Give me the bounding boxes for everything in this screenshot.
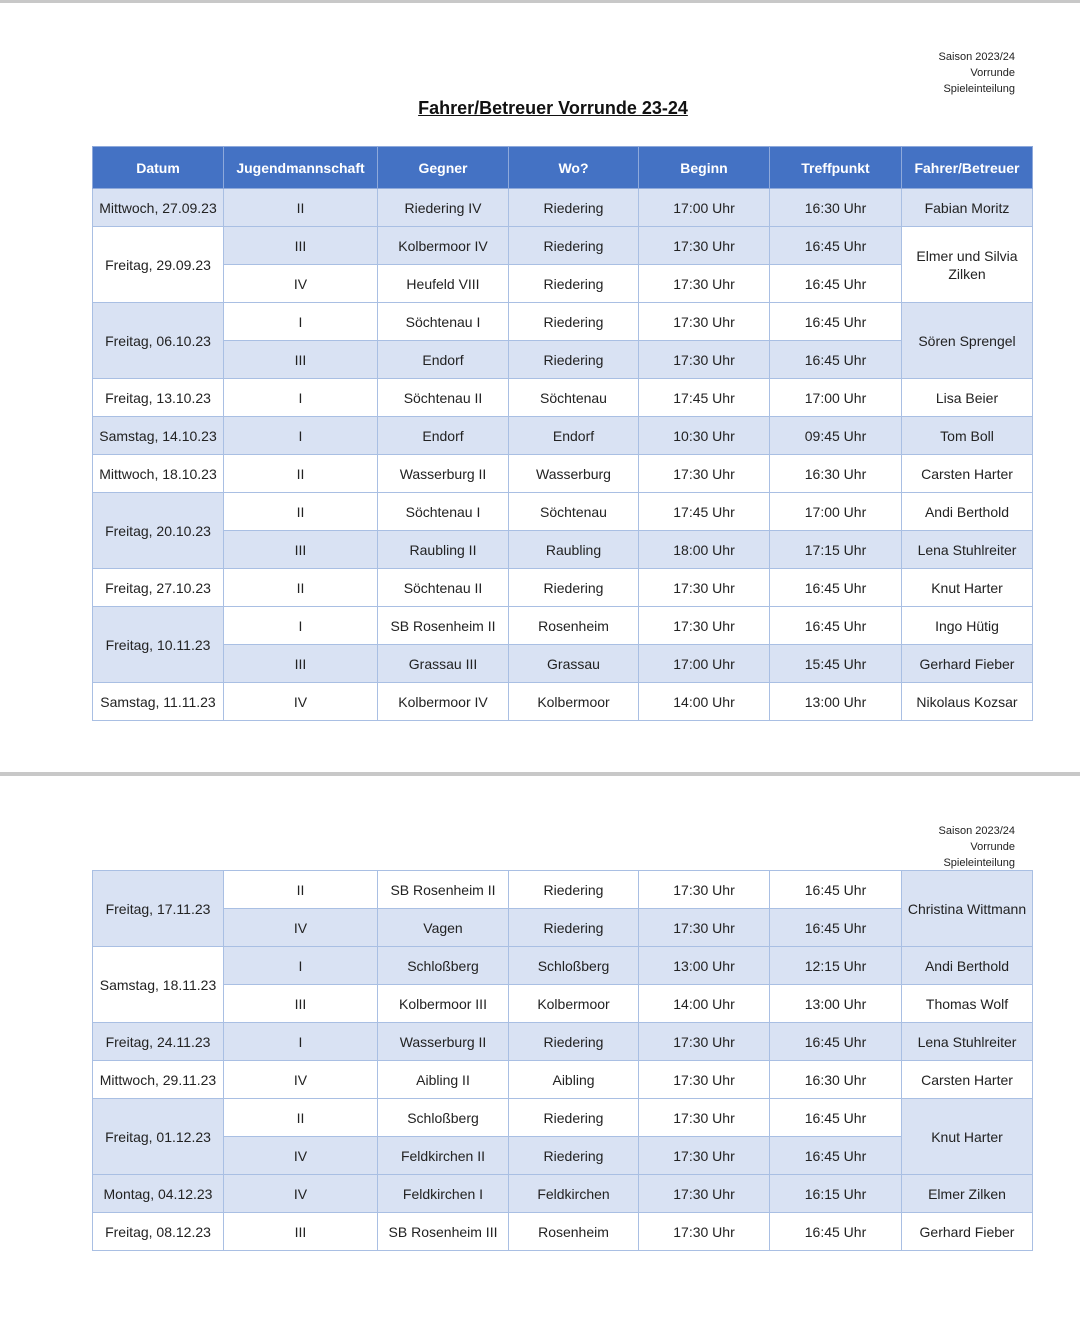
driver-cell: Gerhard Fieber bbox=[902, 1213, 1033, 1251]
team-cell: IV bbox=[224, 909, 378, 947]
team-cell: IV bbox=[224, 683, 378, 721]
table-row bbox=[93, 227, 1033, 265]
opponent-cell: Kolbermoor IV bbox=[378, 227, 509, 265]
team-cell: I bbox=[224, 379, 378, 417]
meeting-time-cell: 16:45 Uhr bbox=[770, 569, 902, 607]
page2-header-meta bbox=[815, 823, 1015, 871]
start-time-cell: 17:30 Uhr bbox=[639, 1137, 770, 1175]
meeting-time-cell: 13:00 Uhr bbox=[770, 985, 902, 1023]
opponent-cell: Feldkirchen II bbox=[378, 1137, 509, 1175]
opponent-cell: Söchtenau II bbox=[378, 379, 509, 417]
location-cell: Riedering bbox=[509, 265, 639, 303]
start-time-cell: 17:45 Uhr bbox=[639, 493, 770, 531]
location-cell: Kolbermoor bbox=[509, 985, 639, 1023]
date-cell: Freitag, 20.10.23 bbox=[93, 493, 224, 569]
schedule-body-page1 bbox=[93, 189, 1033, 721]
location-cell: Feldkirchen bbox=[509, 1175, 639, 1213]
driver-cell: Knut Harter bbox=[902, 569, 1033, 607]
opponent-cell: Endorf bbox=[378, 341, 509, 379]
opponent-cell: Kolbermoor IV bbox=[378, 683, 509, 721]
start-time-cell: 17:30 Uhr bbox=[639, 871, 770, 909]
page1-header-meta bbox=[815, 49, 1015, 97]
opponent-cell: Söchtenau II bbox=[378, 569, 509, 607]
col-header-datum: Datum bbox=[93, 147, 224, 189]
schedule-table-page2 bbox=[92, 870, 1033, 1251]
meeting-time-cell: 16:45 Uhr bbox=[770, 1213, 902, 1251]
date-cell: Freitag, 29.09.23 bbox=[93, 227, 224, 303]
start-time-cell: 17:30 Uhr bbox=[639, 265, 770, 303]
meeting-time-cell: 16:45 Uhr bbox=[770, 871, 902, 909]
opponent-cell: Riedering IV bbox=[378, 189, 509, 227]
location-cell: Söchtenau bbox=[509, 493, 639, 531]
location-cell: Schloßberg bbox=[509, 947, 639, 985]
location-cell: Riedering bbox=[509, 341, 639, 379]
schedule-body-page2 bbox=[93, 871, 1033, 1251]
team-cell: III bbox=[224, 645, 378, 683]
location-cell: Endorf bbox=[509, 417, 639, 455]
table-row bbox=[93, 1137, 1033, 1175]
table-row bbox=[93, 265, 1033, 303]
driver-cell: Lena Stuhlreiter bbox=[902, 1023, 1033, 1061]
driver-cell: Elmer und Silvia Zilken bbox=[902, 227, 1033, 303]
col-header-wo: Wo? bbox=[509, 147, 639, 189]
meeting-time-cell: 16:45 Uhr bbox=[770, 303, 902, 341]
driver-cell: Andi Berthold bbox=[902, 947, 1033, 985]
season-label: Saison 2023/24 bbox=[938, 825, 1015, 837]
date-cell: Mittwoch, 18.10.23 bbox=[93, 455, 224, 493]
table-row bbox=[93, 379, 1033, 417]
table-row bbox=[93, 569, 1033, 607]
driver-cell: Lena Stuhlreiter bbox=[902, 531, 1033, 569]
table-row bbox=[93, 531, 1033, 569]
col-header-gegner: Gegner bbox=[378, 147, 509, 189]
driver-cell: Thomas Wolf bbox=[902, 985, 1033, 1023]
driver-cell: Lisa Beier bbox=[902, 379, 1033, 417]
table-header-row bbox=[93, 147, 1033, 189]
opponent-cell: Grassau III bbox=[378, 645, 509, 683]
start-time-cell: 17:45 Uhr bbox=[639, 379, 770, 417]
start-time-cell: 14:00 Uhr bbox=[639, 985, 770, 1023]
opponent-cell: Schloßberg bbox=[378, 1099, 509, 1137]
driver-cell: Nikolaus Kozsar bbox=[902, 683, 1033, 721]
meeting-time-cell: 16:45 Uhr bbox=[770, 909, 902, 947]
team-cell: I bbox=[224, 947, 378, 985]
table-row bbox=[93, 985, 1033, 1023]
team-cell: II bbox=[224, 493, 378, 531]
opponent-cell: Heufeld VIII bbox=[378, 265, 509, 303]
start-time-cell: 17:30 Uhr bbox=[639, 303, 770, 341]
meeting-time-cell: 13:00 Uhr bbox=[770, 683, 902, 721]
date-cell: Mittwoch, 27.09.23 bbox=[93, 189, 224, 227]
location-cell: Kolbermoor bbox=[509, 683, 639, 721]
opponent-cell: SB Rosenheim II bbox=[378, 871, 509, 909]
opponent-cell: Söchtenau I bbox=[378, 493, 509, 531]
table-row bbox=[93, 1061, 1033, 1099]
table-row bbox=[93, 1023, 1033, 1061]
start-time-cell: 17:00 Uhr bbox=[639, 645, 770, 683]
location-cell: Riedering bbox=[509, 871, 639, 909]
meeting-time-cell: 15:45 Uhr bbox=[770, 645, 902, 683]
page-top-rule bbox=[0, 0, 1080, 3]
team-cell: I bbox=[224, 1023, 378, 1061]
date-cell: Freitag, 17.11.23 bbox=[93, 871, 224, 947]
start-time-cell: 17:30 Uhr bbox=[639, 1175, 770, 1213]
team-cell: I bbox=[224, 607, 378, 645]
start-time-cell: 17:30 Uhr bbox=[639, 1099, 770, 1137]
location-cell: Raubling bbox=[509, 531, 639, 569]
team-cell: IV bbox=[224, 1137, 378, 1175]
opponent-cell: Raubling II bbox=[378, 531, 509, 569]
team-cell: III bbox=[224, 341, 378, 379]
table-row bbox=[93, 607, 1033, 645]
col-header-treffpunkt: Treffpunkt bbox=[770, 147, 902, 189]
location-cell: Riedering bbox=[509, 569, 639, 607]
season-label: Saison 2023/24 bbox=[938, 51, 1015, 63]
team-cell: III bbox=[224, 531, 378, 569]
location-cell: Riedering bbox=[509, 1137, 639, 1175]
schedule-label: Spieleinteilung bbox=[943, 857, 1015, 869]
driver-cell: Knut Harter bbox=[902, 1099, 1033, 1175]
meeting-time-cell: 16:45 Uhr bbox=[770, 341, 902, 379]
driver-cell: Gerhard Fieber bbox=[902, 645, 1033, 683]
meeting-time-cell: 16:45 Uhr bbox=[770, 227, 902, 265]
driver-cell: Fabian Moritz bbox=[902, 189, 1033, 227]
opponent-cell: Endorf bbox=[378, 417, 509, 455]
table-row bbox=[93, 1099, 1033, 1137]
meeting-time-cell: 12:15 Uhr bbox=[770, 947, 902, 985]
table-row bbox=[93, 341, 1033, 379]
meeting-time-cell: 16:45 Uhr bbox=[770, 265, 902, 303]
driver-cell: Elmer Zilken bbox=[902, 1175, 1033, 1213]
table-row bbox=[93, 909, 1033, 947]
start-time-cell: 10:30 Uhr bbox=[639, 417, 770, 455]
driver-cell: Carsten Harter bbox=[902, 455, 1033, 493]
location-cell: Riedering bbox=[509, 1099, 639, 1137]
start-time-cell: 17:30 Uhr bbox=[639, 227, 770, 265]
meeting-time-cell: 17:00 Uhr bbox=[770, 493, 902, 531]
date-cell: Freitag, 27.10.23 bbox=[93, 569, 224, 607]
schedule-label: Spieleinteilung bbox=[943, 83, 1015, 95]
team-cell: II bbox=[224, 871, 378, 909]
col-header-fahrer-betreuer: Fahrer/Betreuer bbox=[902, 147, 1033, 189]
team-cell: IV bbox=[224, 1175, 378, 1213]
location-cell: Riedering bbox=[509, 189, 639, 227]
team-cell: I bbox=[224, 417, 378, 455]
opponent-cell: Vagen bbox=[378, 909, 509, 947]
location-cell: Riedering bbox=[509, 227, 639, 265]
round-label: Vorrunde bbox=[970, 841, 1015, 853]
date-cell: Montag, 04.12.23 bbox=[93, 1175, 224, 1213]
location-cell: Söchtenau bbox=[509, 379, 639, 417]
table-row bbox=[93, 303, 1033, 341]
meeting-time-cell: 16:30 Uhr bbox=[770, 189, 902, 227]
date-cell: Freitag, 06.10.23 bbox=[93, 303, 224, 379]
meeting-time-cell: 17:00 Uhr bbox=[770, 379, 902, 417]
start-time-cell: 13:00 Uhr bbox=[639, 947, 770, 985]
opponent-cell: SB Rosenheim III bbox=[378, 1213, 509, 1251]
start-time-cell: 17:00 Uhr bbox=[639, 189, 770, 227]
team-cell: IV bbox=[224, 1061, 378, 1099]
date-cell: Freitag, 01.12.23 bbox=[93, 1099, 224, 1175]
meeting-time-cell: 16:30 Uhr bbox=[770, 455, 902, 493]
date-cell: Freitag, 10.11.23 bbox=[93, 607, 224, 683]
date-cell: Freitag, 24.11.23 bbox=[93, 1023, 224, 1061]
table-row bbox=[93, 493, 1033, 531]
start-time-cell: 17:30 Uhr bbox=[639, 341, 770, 379]
meeting-time-cell: 16:45 Uhr bbox=[770, 1099, 902, 1137]
meeting-time-cell: 17:15 Uhr bbox=[770, 531, 902, 569]
table-row bbox=[93, 947, 1033, 985]
table-row bbox=[93, 455, 1033, 493]
location-cell: Rosenheim bbox=[509, 607, 639, 645]
start-time-cell: 17:30 Uhr bbox=[639, 1023, 770, 1061]
team-cell: II bbox=[224, 189, 378, 227]
date-cell: Samstag, 11.11.23 bbox=[93, 683, 224, 721]
driver-cell: Christina Wittmann bbox=[902, 871, 1033, 947]
date-cell: Mittwoch, 29.11.23 bbox=[93, 1061, 224, 1099]
table-row bbox=[93, 189, 1033, 227]
driver-cell: Andi Berthold bbox=[902, 493, 1033, 531]
start-time-cell: 14:00 Uhr bbox=[639, 683, 770, 721]
start-time-cell: 18:00 Uhr bbox=[639, 531, 770, 569]
opponent-cell: Schloßberg bbox=[378, 947, 509, 985]
meeting-time-cell: 16:45 Uhr bbox=[770, 1137, 902, 1175]
opponent-cell: Feldkirchen I bbox=[378, 1175, 509, 1213]
start-time-cell: 17:30 Uhr bbox=[639, 909, 770, 947]
opponent-cell: Wasserburg II bbox=[378, 1023, 509, 1061]
start-time-cell: 17:30 Uhr bbox=[639, 455, 770, 493]
location-cell: Grassau bbox=[509, 645, 639, 683]
team-cell: II bbox=[224, 1099, 378, 1137]
team-cell: III bbox=[224, 985, 378, 1023]
page-title: Fahrer/Betreuer Vorrunde 23-24 bbox=[418, 98, 688, 118]
table-row bbox=[93, 417, 1033, 455]
table-row bbox=[93, 1213, 1033, 1251]
team-cell: IV bbox=[224, 265, 378, 303]
team-cell: I bbox=[224, 303, 378, 341]
driver-cell: Ingo Hütig bbox=[902, 607, 1033, 645]
col-header-jugendmannschaft: Jugendmannschaft bbox=[224, 147, 378, 189]
round-label: Vorrunde bbox=[970, 67, 1015, 79]
table-row bbox=[93, 871, 1033, 909]
location-cell: Aibling bbox=[509, 1061, 639, 1099]
date-cell: Samstag, 14.10.23 bbox=[93, 417, 224, 455]
start-time-cell: 17:30 Uhr bbox=[639, 607, 770, 645]
team-cell: II bbox=[224, 569, 378, 607]
team-cell: III bbox=[224, 1213, 378, 1251]
team-cell: III bbox=[224, 227, 378, 265]
meeting-time-cell: 16:15 Uhr bbox=[770, 1175, 902, 1213]
start-time-cell: 17:30 Uhr bbox=[639, 569, 770, 607]
table-row bbox=[93, 683, 1033, 721]
start-time-cell: 17:30 Uhr bbox=[639, 1061, 770, 1099]
location-cell: Riedering bbox=[509, 1023, 639, 1061]
table-row bbox=[93, 645, 1033, 683]
meeting-time-cell: 16:45 Uhr bbox=[770, 607, 902, 645]
opponent-cell: Kolbermoor III bbox=[378, 985, 509, 1023]
page-separator bbox=[0, 772, 1080, 776]
opponent-cell: Söchtenau I bbox=[378, 303, 509, 341]
meeting-time-cell: 16:30 Uhr bbox=[770, 1061, 902, 1099]
location-cell: Riedering bbox=[509, 303, 639, 341]
date-cell: Freitag, 08.12.23 bbox=[93, 1213, 224, 1251]
col-header-beginn: Beginn bbox=[639, 147, 770, 189]
location-cell: Riedering bbox=[509, 909, 639, 947]
schedule-table-page1 bbox=[92, 146, 1033, 721]
driver-cell: Sören Sprengel bbox=[902, 303, 1033, 379]
opponent-cell: Wasserburg II bbox=[378, 455, 509, 493]
start-time-cell: 17:30 Uhr bbox=[639, 1213, 770, 1251]
driver-cell: Carsten Harter bbox=[902, 1061, 1033, 1099]
meeting-time-cell: 09:45 Uhr bbox=[770, 417, 902, 455]
opponent-cell: SB Rosenheim II bbox=[378, 607, 509, 645]
location-cell: Rosenheim bbox=[509, 1213, 639, 1251]
date-cell: Samstag, 18.11.23 bbox=[93, 947, 224, 1023]
opponent-cell: Aibling II bbox=[378, 1061, 509, 1099]
driver-cell: Tom Boll bbox=[902, 417, 1033, 455]
meeting-time-cell: 16:45 Uhr bbox=[770, 1023, 902, 1061]
date-cell: Freitag, 13.10.23 bbox=[93, 379, 224, 417]
team-cell: II bbox=[224, 455, 378, 493]
location-cell: Wasserburg bbox=[509, 455, 639, 493]
table-row bbox=[93, 1175, 1033, 1213]
